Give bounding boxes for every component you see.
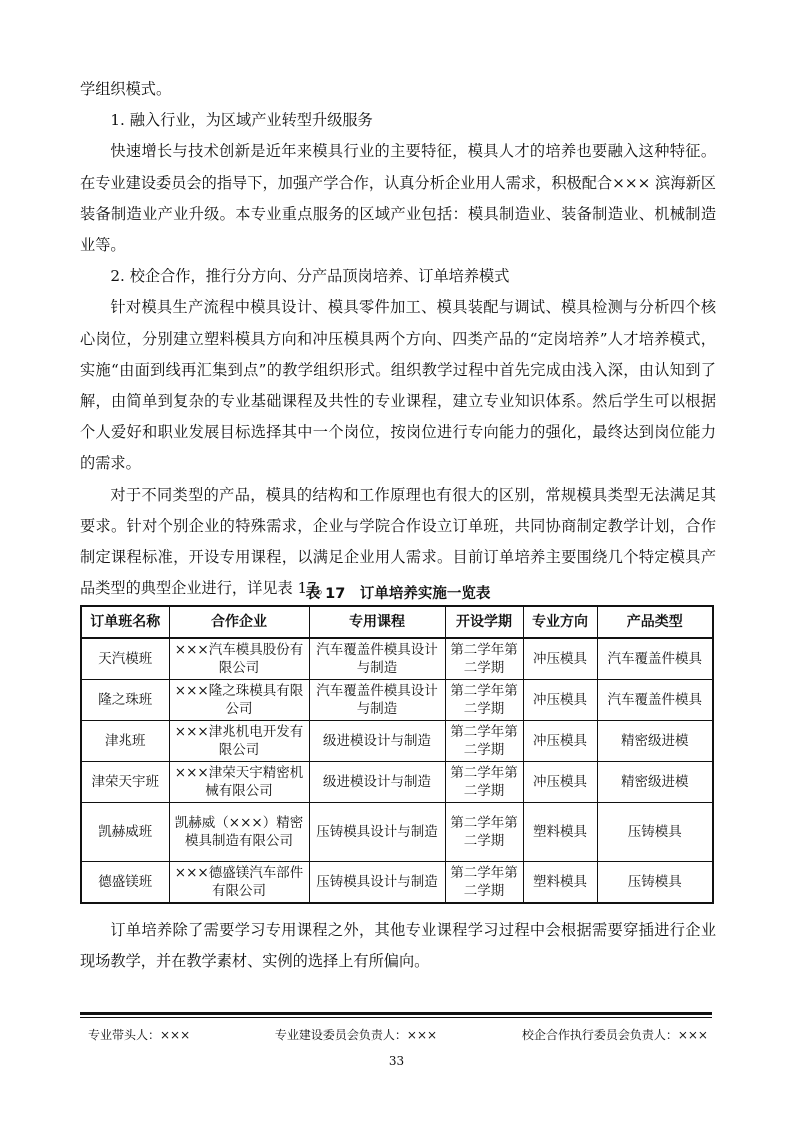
table-cell: 级进模设计与制造	[309, 762, 445, 803]
table-cell: 第二学年第二学期	[445, 680, 523, 721]
table-cell: 汽车覆盖件模具设计与制造	[309, 680, 445, 721]
table-cell: 第二学年第二学期	[445, 762, 523, 803]
table-cell: ×××德盛镁汽车部件有限公司	[169, 862, 309, 904]
footer-leader: 专业带头人：×××	[88, 1028, 191, 1042]
table-caption: 表 17 订单培养实施一览表	[305, 586, 491, 602]
table-cell: 第二学年第二学期	[445, 862, 523, 904]
table-cell: 压铸模具设计与制造	[309, 862, 445, 904]
table-cell: ×××汽车模具股份有限公司	[169, 638, 309, 680]
table-cell: 冲压模具	[523, 680, 597, 721]
table-row	[81, 762, 713, 803]
table-cell: 德盛镁班	[81, 862, 169, 904]
footer-executive: 校企合作执行委员会负责人：×××	[521, 1028, 708, 1042]
table-cell: 压铸模具设计与制造	[309, 803, 445, 862]
table-cell: 第二学年第二学期	[445, 638, 523, 680]
order-training-table	[80, 605, 714, 904]
table-cell: 冲压模具	[523, 721, 597, 762]
table-cell: 津荣天宇班	[81, 762, 169, 803]
table-cell: 塑料模具	[523, 862, 597, 904]
table-cell: 冲压模具	[523, 638, 597, 680]
footer-signatures	[88, 1026, 708, 1043]
table-cell: 汽车覆盖件模具	[597, 638, 713, 680]
table-row	[81, 638, 713, 680]
table-cell: 精密级进模	[597, 762, 713, 803]
table-cell: 汽车覆盖件模具	[597, 680, 713, 721]
footer-committee: 专业建设委员会负责人：×××	[274, 1028, 438, 1042]
table-cell: 级进模设计与制造	[309, 721, 445, 762]
table-cell: 冲压模具	[523, 762, 597, 803]
table-row	[81, 803, 713, 862]
table-cell: 隆之珠班	[81, 680, 169, 721]
paragraph-industry: 快速增长与技术创新是近年来模具行业的主要特征，模具人才的培养也要融入这种特征。在专业建设委员会的指导下，加强产学合作，认真分析企业用人需求，积极配合××× 滨海新区装备制造业产业升级。本专业重点服务的区域产业包括：模具制造业、装备制造业、机械制造业等。	[80, 142, 716, 255]
body-text	[80, 74, 716, 604]
column-header: 专用课程	[309, 606, 445, 638]
paragraph-continuation: 学组织模式。	[80, 80, 172, 98]
page-number: 33	[388, 1054, 405, 1068]
table-cell: ×××津兆机电开发有限公司	[169, 721, 309, 762]
footer-divider-thin	[80, 1017, 712, 1018]
column-header: 合作企业	[169, 606, 309, 638]
table-cell: 第二学年第二学期	[445, 721, 523, 762]
after-table-text	[80, 915, 716, 977]
table-cell: 汽车覆盖件模具设计与制造	[309, 638, 445, 680]
column-header: 订单班名称	[81, 606, 169, 638]
table-cell: 压铸模具	[597, 803, 713, 862]
table-cell: 凯赫威（×××）精密模具制造有限公司	[169, 803, 309, 862]
table-cell: 精密级进模	[597, 721, 713, 762]
table-cell: 天汽模班	[81, 638, 169, 680]
paragraph-after-table: 订单培养除了需要学习专用课程之外，其他专业课程学习过程中会根据需要穿插进行企业现场教学，并在教学素材、实例的选择上有所偏向。	[80, 921, 716, 971]
section-heading-2: 2. 校企合作，推行分方向、分产品顶岗培养、订单培养模式	[110, 267, 510, 286]
column-header: 产品类型	[597, 606, 713, 638]
table-cell: ×××隆之珠模具有限公司	[169, 680, 309, 721]
column-header: 开设学期	[445, 606, 523, 638]
table-cell: ×××津荣天宇精密机械有限公司	[169, 762, 309, 803]
paragraph-order-classes: 对于不同类型的产品，模具的结构和工作原理也有很大的区别，常规模具类型无法满足其要求。针对个别企业的特殊需求，企业与学院合作设立订单班，共同协商制定教学计划，合作制定课程标准，开设专用课程，以满足企业用人需求。目前订单培养主要围绕几个特定模具产品类型的典型企业进行，详见表 17。	[80, 485, 716, 598]
table-row	[81, 721, 713, 762]
table-cell: 津兆班	[81, 721, 169, 762]
table-cell: 塑料模具	[523, 803, 597, 862]
paragraph-positions: 针对模具生产流程中模具设计、模具零件加工、模具装配与调试、模具检测与分析四个核心岗位，分别建立塑料模具方向和冲压模具两个方向、四类产品的“定岗培养”人才培养模式，实施“由面到线再汇集到点”的教学组织形式。组织教学过程中首先完成由浅入深，由认知到了解，由简单到复杂的专业基础课程及共性的专业课程，建立专业知识体系。然后学生可以根据个人爱好和职业发展目标选择其中一个岗位，按岗位进行专向能力的强化，最终达到岗位能力的需求。	[80, 298, 716, 473]
table-row	[81, 862, 713, 904]
table-header-row	[81, 606, 713, 638]
footer-divider-thick	[80, 1012, 712, 1015]
table-cell: 第二学年第二学期	[445, 803, 523, 862]
table-cell: 压铸模具	[597, 862, 713, 904]
table-row	[81, 680, 713, 721]
column-header: 专业方向	[523, 606, 597, 638]
table-cell: 凯赫威班	[81, 803, 169, 862]
section-heading-1: 1. 融入行业，为区域产业转型升级服务	[110, 111, 373, 130]
